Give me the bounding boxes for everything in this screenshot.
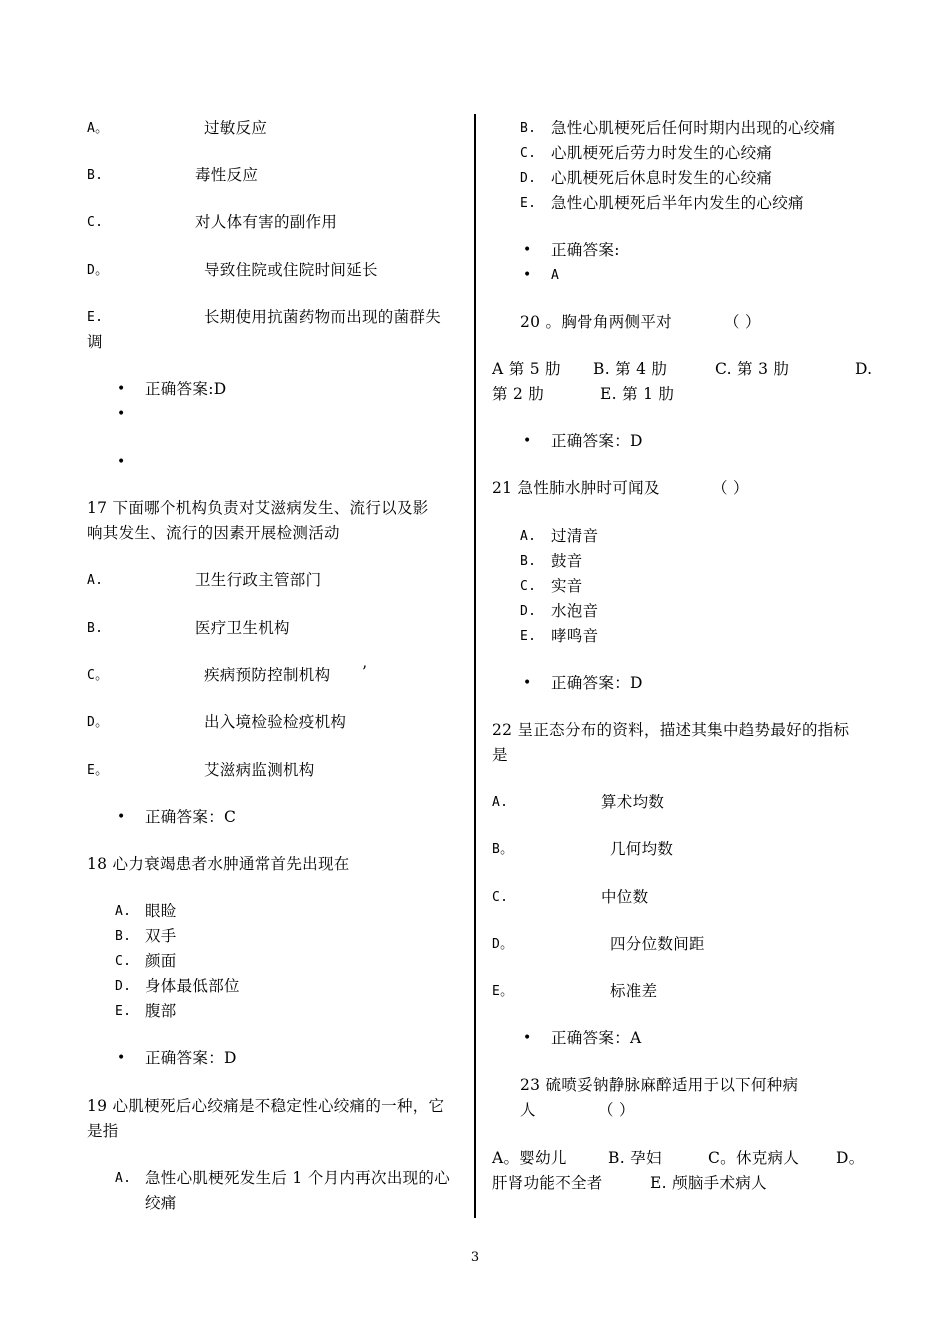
q22-option-d-label: D。 bbox=[492, 937, 514, 952]
q19-stem-line1: 19 心肌梗死后心绞痛是不稳定性心绞痛的一种，它 bbox=[87, 1097, 445, 1115]
q19-stem-line2: 是指 bbox=[87, 1122, 119, 1140]
q17-option-e-text: 艾滋病监测机构 bbox=[204, 761, 315, 779]
q21-option-d-text: 水泡音 bbox=[551, 602, 599, 620]
q21-option-b-label: B. bbox=[520, 554, 537, 569]
q20-stem: 20 。胸骨角两侧平对 bbox=[520, 313, 672, 331]
q16-option-c-label: C. bbox=[87, 215, 104, 230]
bullet: • bbox=[117, 454, 126, 470]
q18-answer: 正确答案：D bbox=[145, 1049, 237, 1067]
q18-option-e-label: E. bbox=[115, 1004, 132, 1019]
q22-option-a-text: 算术均数 bbox=[601, 793, 665, 811]
bullet: • bbox=[523, 267, 532, 283]
q17-option-c-text: 疾病预防控制机构 bbox=[204, 666, 331, 684]
q17-stray-mark: ’ bbox=[362, 663, 368, 681]
q16-option-a-text: 过敏反应 bbox=[204, 119, 268, 137]
q16-option-d-label: D。 bbox=[87, 263, 109, 278]
q18-option-b-label: B. bbox=[115, 929, 132, 944]
bullet: • bbox=[523, 433, 532, 449]
q17-option-d-text: 出入境检验检疫机构 bbox=[204, 713, 347, 731]
q23-option-c: C。休克病人 bbox=[708, 1149, 800, 1167]
q17-option-a-text: 卫生行政主管部门 bbox=[195, 571, 322, 589]
column-divider bbox=[474, 114, 476, 1218]
q16-option-e-label: E. bbox=[87, 310, 104, 325]
q16-answer: 正确答案:D bbox=[145, 380, 227, 398]
q20-option-a: A 第 5 肋 bbox=[492, 360, 561, 378]
q16-option-d-text: 导致住院或住院时间延长 bbox=[204, 261, 378, 279]
q23-stem-line1: 23 硫喷妥钠静脉麻醉适用于以下何种病 bbox=[520, 1076, 799, 1094]
q18-option-b-text: 双手 bbox=[145, 927, 177, 945]
q23-option-a: A。婴幼儿 bbox=[492, 1149, 567, 1167]
q19-answer-label: 正确答案: bbox=[551, 241, 620, 259]
q18-stem: 18 心力衰竭患者水肿通常首先出现在 bbox=[87, 855, 350, 873]
q16-option-e-text-cont: 调 bbox=[87, 333, 103, 351]
q19-option-e-label: E. bbox=[520, 196, 537, 211]
q22-option-c-label: C. bbox=[492, 890, 509, 905]
q19-option-d-label: D. bbox=[520, 171, 537, 186]
q22-option-e-text: 标准差 bbox=[610, 982, 658, 1000]
q21-option-c-label: C. bbox=[520, 579, 537, 594]
q21-option-b-text: 鼓音 bbox=[551, 552, 583, 570]
q22-stem-line1: 22 呈正态分布的资料，描述其集中趋势最好的指标 bbox=[492, 721, 850, 739]
q19-option-a-label: A. bbox=[115, 1171, 132, 1186]
bullet: • bbox=[117, 1050, 126, 1066]
bullet: • bbox=[523, 1030, 532, 1046]
q17-stem-line2: 响其发生、流行的因素开展检测活动 bbox=[87, 524, 340, 542]
q21-stem: 21 急性肺水肿时可闻及 bbox=[492, 479, 660, 497]
q19-option-c-label: C. bbox=[520, 146, 537, 161]
q21-option-a-text: 过清音 bbox=[551, 527, 599, 545]
q18-option-d-text: 身体最低部位 bbox=[145, 977, 240, 995]
q22-option-b-text: 几何均数 bbox=[610, 840, 674, 858]
q21-option-d-label: D. bbox=[520, 604, 537, 619]
bullet: • bbox=[523, 675, 532, 691]
q22-option-b-label: B。 bbox=[492, 842, 514, 857]
q20-answer: 正确答案：D bbox=[551, 432, 643, 450]
q17-stem-line1: 17 下面哪个机构负责对艾滋病发生、流行以及影 bbox=[87, 499, 429, 517]
q21-answer: 正确答案：D bbox=[551, 674, 643, 692]
q22-option-d-text: 四分位数间距 bbox=[610, 935, 705, 953]
q18-option-c-label: C. bbox=[115, 954, 132, 969]
q22-option-a-label: A. bbox=[492, 795, 509, 810]
q22-option-e-label: E。 bbox=[492, 984, 514, 999]
bullet: • bbox=[117, 406, 126, 422]
q23-option-d-text: 肝肾功能不全者 bbox=[492, 1174, 603, 1192]
q16-option-b-text: 毒性反应 bbox=[195, 166, 259, 184]
q22-answer: 正确答案：A bbox=[551, 1029, 642, 1047]
page-number: 3 bbox=[470, 1250, 480, 1265]
q18-option-c-text: 颜面 bbox=[145, 952, 177, 970]
q23-paren: （ ） bbox=[598, 1101, 635, 1119]
q19-option-a-text-line1: 急性心肌梗死发生后 1 个月内再次出现的心 bbox=[145, 1169, 451, 1187]
q23-option-b: B. 孕妇 bbox=[608, 1149, 662, 1167]
q21-option-e-text: 哮鸣音 bbox=[551, 627, 599, 645]
q22-stem-line2: 是 bbox=[492, 746, 508, 764]
q18-option-d-label: D. bbox=[115, 979, 132, 994]
q19-answer-value: A bbox=[551, 268, 560, 283]
q17-option-e-label: E。 bbox=[87, 763, 109, 778]
bullet: • bbox=[523, 242, 532, 258]
q17-option-d-label: D。 bbox=[87, 715, 109, 730]
q20-option-c: C. 第 3 肋 bbox=[715, 360, 790, 378]
q23-option-d-label: D。 bbox=[836, 1149, 865, 1167]
q17-option-a-label: A. bbox=[87, 573, 104, 588]
q20-option-b: B. 第 4 肋 bbox=[593, 360, 668, 378]
q20-paren: （ ） bbox=[724, 313, 761, 331]
q19-option-d-text: 心肌梗死后休息时发生的心绞痛 bbox=[551, 169, 773, 187]
q19-option-c-text: 心肌梗死后劳力时发生的心绞痛 bbox=[551, 144, 773, 162]
q20-option-d-label: D. bbox=[855, 360, 873, 378]
q18-option-a-text: 眼睑 bbox=[145, 902, 177, 920]
q23-option-e: E. 颅脑手术病人 bbox=[650, 1174, 767, 1192]
q21-option-a-label: A. bbox=[520, 529, 537, 544]
q17-option-b-text: 医疗卫生机构 bbox=[195, 619, 290, 637]
q23-stem-line2: 人 bbox=[520, 1101, 536, 1119]
q19-option-e-text: 急性心肌梗死后半年内发生的心绞痛 bbox=[551, 194, 804, 212]
q18-option-a-label: A. bbox=[115, 904, 132, 919]
q17-option-c-label: C。 bbox=[87, 668, 109, 683]
bullet: • bbox=[117, 809, 126, 825]
q22-option-c-text: 中位数 bbox=[601, 888, 649, 906]
q16-option-c-text: 对人体有害的副作用 bbox=[195, 213, 338, 231]
q20-option-d-text: 第 2 肋 bbox=[492, 385, 545, 403]
q18-option-e-text: 腹部 bbox=[145, 1002, 177, 1020]
q16-option-b-label: B. bbox=[87, 168, 104, 183]
q17-answer: 正确答案：C bbox=[145, 808, 237, 826]
q21-option-e-label: E. bbox=[520, 629, 537, 644]
q20-option-e: E. 第 1 肋 bbox=[600, 385, 675, 403]
q17-option-b-label: B. bbox=[87, 621, 104, 636]
q19-option-a-text-line2: 绞痛 bbox=[145, 1194, 177, 1212]
bullet: • bbox=[117, 381, 126, 397]
q16-option-e-text: 长期使用抗菌药物而出现的菌群失 bbox=[204, 308, 442, 326]
q21-option-c-text: 实音 bbox=[551, 577, 583, 595]
q19-option-b-label: B. bbox=[520, 121, 537, 136]
q16-option-a-label: A。 bbox=[87, 121, 109, 136]
q21-paren: （ ） bbox=[712, 479, 749, 497]
q19-option-b-text: 急性心肌梗死后任何时期内出现的心绞痛 bbox=[551, 119, 836, 137]
